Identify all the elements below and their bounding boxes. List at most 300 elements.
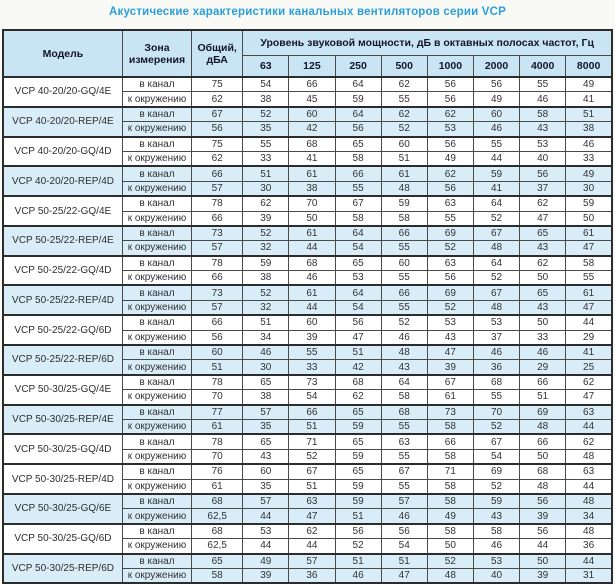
- sound-level-cell: 43: [381, 360, 427, 375]
- model-name-cell: VCP 50-25/22-REP/6D: [3, 345, 122, 375]
- sound-level-cell: 39: [289, 330, 335, 345]
- sound-level-cell: 65: [335, 256, 381, 271]
- column-header-freq-63: 63: [243, 55, 289, 77]
- sound-level-cell: 52: [289, 449, 335, 464]
- sound-level-cell: 54: [473, 449, 519, 464]
- sound-level-cell: 57: [381, 494, 427, 509]
- sound-level-cell: 51: [381, 554, 427, 569]
- sound-level-cell: 67: [381, 464, 427, 479]
- table-row: [3, 137, 612, 152]
- sound-level-cell: 54: [335, 300, 381, 315]
- total-dba-cell: 76: [192, 464, 243, 479]
- sound-level-cell: 60: [243, 464, 289, 479]
- total-dba-cell: 58: [192, 568, 243, 583]
- sound-level-cell: 50: [520, 315, 566, 330]
- sound-level-cell: 57: [243, 494, 289, 509]
- zone-cell: в канал: [122, 196, 191, 211]
- sound-level-cell: 44: [566, 315, 612, 330]
- sound-level-cell: 62: [520, 196, 566, 211]
- total-dba-cell: 75: [192, 77, 243, 92]
- total-dba-cell: 66: [192, 315, 243, 330]
- total-dba-cell: 61: [192, 479, 243, 494]
- model-name-cell: VCP 40-20/20-GQ/4E: [3, 77, 122, 107]
- sound-level-cell: 51: [381, 151, 427, 166]
- zone-cell: в канал: [122, 137, 191, 152]
- sound-level-cell: 43: [473, 509, 519, 524]
- sound-level-cell: 53: [520, 137, 566, 152]
- total-dba-cell: 78: [192, 375, 243, 390]
- total-dba-cell: 56: [192, 330, 243, 345]
- sound-level-cell: 41: [566, 92, 612, 107]
- zone-cell: к окружению: [122, 419, 191, 434]
- sound-level-cell: 34: [566, 509, 612, 524]
- total-dba-cell: 78: [192, 434, 243, 449]
- sound-level-cell: 51: [520, 390, 566, 405]
- model-name-cell: VCP 50-30/25-REP/4D: [3, 464, 122, 494]
- sound-level-cell: 52: [427, 554, 473, 569]
- sound-level-cell: 55: [381, 271, 427, 286]
- sound-level-cell: 43: [520, 122, 566, 137]
- table-row: [3, 285, 612, 300]
- sound-level-cell: 42: [289, 122, 335, 137]
- sound-level-cell: 43: [520, 300, 566, 315]
- sound-level-cell: 49: [566, 166, 612, 181]
- sound-level-cell: 63: [381, 434, 427, 449]
- sound-level-cell: 38: [566, 122, 612, 137]
- sound-level-cell: 56: [335, 524, 381, 539]
- sound-level-cell: 53: [243, 524, 289, 539]
- column-header-freq-500: 500: [381, 55, 427, 77]
- sound-level-cell: 53: [473, 554, 519, 569]
- sound-level-cell: 63: [566, 405, 612, 420]
- model-name-cell: VCP 50-25/22-REP/4D: [3, 285, 122, 315]
- sound-level-cell: 53: [473, 315, 519, 330]
- sound-level-cell: 57: [243, 405, 289, 420]
- sound-level-cell: 32: [243, 300, 289, 315]
- sound-level-cell: 70: [473, 405, 519, 420]
- sound-level-cell: 41: [473, 181, 519, 196]
- sound-level-cell: 58: [427, 419, 473, 434]
- sound-level-cell: 67: [289, 464, 335, 479]
- zone-cell: к окружению: [122, 122, 191, 137]
- sound-level-cell: 47: [335, 330, 381, 345]
- sound-level-cell: 66: [381, 285, 427, 300]
- total-dba-cell: 78: [192, 256, 243, 271]
- sound-level-cell: 54: [289, 390, 335, 405]
- table-row: [3, 554, 612, 569]
- sound-level-cell: 47: [427, 345, 473, 360]
- zone-header-line1: Зона: [144, 41, 170, 54]
- zone-cell: к окружению: [122, 539, 191, 554]
- model-name-cell: VCP 50-30/25-GQ/6E: [3, 494, 122, 524]
- sound-level-cell: 52: [427, 300, 473, 315]
- sound-level-cell: 62: [381, 77, 427, 92]
- total-dba-cell: 78: [192, 196, 243, 211]
- sound-level-cell: 64: [335, 285, 381, 300]
- sound-level-cell: 52: [243, 107, 289, 122]
- page-title: Акустические характеристики канальных вентиляторов серии VCP: [108, 6, 507, 18]
- total-dba-cell: 62,5: [192, 509, 243, 524]
- sound-level-cell: 51: [335, 345, 381, 360]
- zone-cell: к окружению: [122, 449, 191, 464]
- sound-level-cell: 56: [520, 494, 566, 509]
- sound-level-cell: 50: [289, 211, 335, 226]
- sound-level-cell: 59: [335, 449, 381, 464]
- total-dba-cell: 70: [192, 449, 243, 464]
- sound-level-cell: 44: [520, 539, 566, 554]
- sound-level-cell: 37: [520, 181, 566, 196]
- sound-level-cell: 30: [243, 360, 289, 375]
- zone-cell: в канал: [122, 375, 191, 390]
- sound-level-cell: 49: [473, 92, 519, 107]
- sound-level-cell: 50: [520, 271, 566, 286]
- sound-level-cell: 62: [381, 107, 427, 122]
- sound-level-cell: 61: [381, 166, 427, 181]
- sound-level-cell: 52: [473, 419, 519, 434]
- sound-level-cell: 48: [473, 241, 519, 256]
- zone-cell: в канал: [122, 464, 191, 479]
- sound-level-cell: 32: [243, 241, 289, 256]
- sound-level-cell: 33: [289, 360, 335, 375]
- sound-level-cell: 62: [566, 434, 612, 449]
- model-name-cell: VCP 50-30/25-GQ/4D: [3, 434, 122, 464]
- sound-level-cell: 48: [473, 300, 519, 315]
- sound-level-cell: 68: [520, 464, 566, 479]
- sound-level-cell: 63: [427, 256, 473, 271]
- sound-level-cell: 59: [335, 494, 381, 509]
- total-dba-cell: 66: [192, 166, 243, 181]
- sound-level-cell: 55: [520, 77, 566, 92]
- column-header-zone: [122, 30, 191, 77]
- sound-level-cell: 58: [427, 524, 473, 539]
- sound-level-cell: 46: [381, 330, 427, 345]
- table-row: [3, 464, 612, 479]
- sound-level-cell: 65: [335, 405, 381, 420]
- column-header-model: Модель: [3, 30, 122, 77]
- sound-level-cell: 44: [243, 539, 289, 554]
- sound-level-cell: 37: [473, 330, 519, 345]
- sound-level-cell: 49: [427, 151, 473, 166]
- sound-level-cell: 48: [566, 524, 612, 539]
- sound-level-cell: 55: [381, 479, 427, 494]
- sound-level-cell: 68: [381, 405, 427, 420]
- table-row: [3, 494, 612, 509]
- acoustic-characteristics-table: [2, 29, 613, 584]
- sound-level-cell: 46: [473, 345, 519, 360]
- sound-level-cell: 60: [381, 137, 427, 152]
- sound-level-cell: 62: [427, 107, 473, 122]
- zone-cell: к окружению: [122, 360, 191, 375]
- sound-level-cell: 52: [473, 211, 519, 226]
- sound-level-cell: 59: [381, 196, 427, 211]
- sound-level-cell: 51: [243, 166, 289, 181]
- sound-level-cell: 59: [243, 256, 289, 271]
- total-header-line1: Общий,: [197, 41, 237, 54]
- total-dba-cell: 57: [192, 181, 243, 196]
- sound-level-cell: 54: [335, 241, 381, 256]
- zone-cell: к окружению: [122, 330, 191, 345]
- sound-level-cell: 55: [289, 345, 335, 360]
- sound-level-cell: 46: [243, 345, 289, 360]
- sound-level-cell: 59: [335, 419, 381, 434]
- model-name-cell: VCP 50-30/25-REP/4E: [3, 405, 122, 435]
- sound-level-cell: 68: [335, 375, 381, 390]
- sound-level-cell: 46: [520, 92, 566, 107]
- zone-cell: к окружению: [122, 181, 191, 196]
- sound-level-cell: 47: [381, 568, 427, 583]
- zone-cell: в канал: [122, 226, 191, 241]
- sound-level-cell: 58: [381, 211, 427, 226]
- sound-level-cell: 68: [289, 137, 335, 152]
- sound-level-cell: 56: [427, 92, 473, 107]
- table-row: [3, 345, 612, 360]
- sound-level-cell: 50: [520, 554, 566, 569]
- sound-level-cell: 60: [381, 256, 427, 271]
- sound-level-cell: 38: [289, 181, 335, 196]
- sound-level-cell: 50: [566, 211, 612, 226]
- sound-level-cell: 63: [566, 464, 612, 479]
- sound-level-cell: 33: [243, 151, 289, 166]
- sound-level-cell: 40: [473, 568, 519, 583]
- zone-cell: в канал: [122, 107, 191, 122]
- sound-level-cell: 43: [243, 449, 289, 464]
- model-name-cell: VCP 50-30/25-REP/6D: [3, 554, 122, 584]
- sound-level-cell: 59: [473, 494, 519, 509]
- sound-level-cell: 64: [335, 226, 381, 241]
- total-dba-cell: 62,5: [192, 539, 243, 554]
- sound-level-cell: 56: [427, 181, 473, 196]
- zone-cell: в канал: [122, 434, 191, 449]
- sound-level-cell: 65: [243, 375, 289, 390]
- sound-level-cell: 55: [473, 137, 519, 152]
- sound-level-cell: 65: [520, 226, 566, 241]
- sound-level-cell: 38: [243, 271, 289, 286]
- table-row: [3, 166, 612, 181]
- zone-cell: к окружению: [122, 241, 191, 256]
- sound-level-cell: 43: [427, 330, 473, 345]
- sound-level-cell: 44: [566, 419, 612, 434]
- sound-level-cell: 36: [473, 360, 519, 375]
- sound-level-cell: 69: [473, 464, 519, 479]
- total-dba-cell: 75: [192, 137, 243, 152]
- sound-level-cell: 67: [473, 285, 519, 300]
- sound-level-cell: 45: [289, 92, 335, 107]
- sound-level-cell: 55: [381, 449, 427, 464]
- total-dba-cell: 62: [192, 151, 243, 166]
- sound-level-cell: 48: [520, 479, 566, 494]
- sound-level-cell: 44: [289, 539, 335, 554]
- column-header-total-dba: [192, 30, 243, 77]
- sound-level-cell: 66: [427, 434, 473, 449]
- sound-level-cell: 62: [520, 256, 566, 271]
- sound-level-cell: 46: [289, 271, 335, 286]
- sound-level-cell: 47: [289, 509, 335, 524]
- sound-level-cell: 39: [243, 211, 289, 226]
- model-name-cell: VCP 50-25/22-REP/4E: [3, 226, 122, 256]
- zone-header-line2: измерения: [128, 53, 186, 66]
- sound-level-cell: 61: [289, 166, 335, 181]
- zone-cell: в канал: [122, 494, 191, 509]
- total-dba-cell: 66: [192, 211, 243, 226]
- sound-level-cell: 49: [243, 554, 289, 569]
- sound-level-cell: 44: [289, 300, 335, 315]
- sound-level-cell: 63: [427, 196, 473, 211]
- sound-level-cell: 61: [289, 226, 335, 241]
- sound-level-cell: 46: [381, 509, 427, 524]
- column-header-freq-4000: 4000: [520, 55, 566, 77]
- sound-level-cell: 46: [566, 137, 612, 152]
- sound-level-cell: 55: [473, 390, 519, 405]
- sound-level-cell: 65: [335, 434, 381, 449]
- total-dba-cell: 66: [192, 271, 243, 286]
- sound-level-cell: 51: [243, 315, 289, 330]
- sound-level-cell: 35: [243, 122, 289, 137]
- table-row: [3, 405, 612, 420]
- sound-level-cell: 52: [381, 315, 427, 330]
- sound-level-cell: 62: [243, 196, 289, 211]
- sound-level-cell: 66: [520, 375, 566, 390]
- sound-level-cell: 46: [520, 345, 566, 360]
- sound-level-cell: 70: [289, 196, 335, 211]
- sound-level-cell: 62: [289, 524, 335, 539]
- sound-level-cell: 64: [381, 375, 427, 390]
- column-header-freq-1000: 1000: [427, 55, 473, 77]
- sound-level-cell: 41: [289, 151, 335, 166]
- sound-level-cell: 52: [473, 271, 519, 286]
- sound-level-cell: 53: [335, 271, 381, 286]
- model-name-cell: VCP 50-25/22-GQ/4D: [3, 256, 122, 286]
- sound-level-cell: 51: [335, 554, 381, 569]
- sound-level-cell: 47: [566, 390, 612, 405]
- sound-level-cell: 52: [243, 226, 289, 241]
- total-dba-cell: 67: [192, 107, 243, 122]
- total-dba-cell: 68: [192, 494, 243, 509]
- sound-level-cell: 65: [520, 285, 566, 300]
- sound-level-cell: 52: [381, 122, 427, 137]
- sound-level-cell: 47: [520, 211, 566, 226]
- sound-level-cell: 44: [566, 479, 612, 494]
- sound-level-cell: 41: [566, 345, 612, 360]
- sound-level-cell: 44: [473, 151, 519, 166]
- total-dba-cell: 57: [192, 241, 243, 256]
- sound-level-cell: 47: [566, 300, 612, 315]
- sound-level-cell: 62: [566, 375, 612, 390]
- sound-level-cell: 34: [243, 330, 289, 345]
- sound-level-cell: 58: [427, 494, 473, 509]
- sound-level-cell: 66: [381, 226, 427, 241]
- sound-level-cell: 39: [520, 509, 566, 524]
- zone-cell: в канал: [122, 315, 191, 330]
- sound-level-cell: 49: [566, 77, 612, 92]
- sound-level-cell: 48: [381, 181, 427, 196]
- sound-level-cell: 62: [335, 390, 381, 405]
- sound-level-cell: 61: [566, 285, 612, 300]
- table-row: [3, 226, 612, 241]
- sound-level-cell: 35: [243, 479, 289, 494]
- sound-level-cell: 56: [427, 271, 473, 286]
- sound-level-cell: 38: [243, 390, 289, 405]
- model-name-cell: VCP 50-25/22-GQ/4E: [3, 196, 122, 226]
- total-dba-cell: 77: [192, 405, 243, 420]
- sound-level-cell: 58: [520, 107, 566, 122]
- total-dba-cell: 61: [192, 419, 243, 434]
- sound-level-cell: 66: [289, 77, 335, 92]
- zone-cell: в канал: [122, 166, 191, 181]
- table-row: [3, 524, 612, 539]
- table-row: [3, 107, 612, 122]
- column-header-freq-125: 125: [289, 55, 335, 77]
- sound-level-cell: 53: [427, 315, 473, 330]
- sound-level-cell: 56: [520, 166, 566, 181]
- zone-cell: в канал: [122, 405, 191, 420]
- model-name-cell: VCP 40-20/20-GQ/4D: [3, 137, 122, 167]
- zone-cell: в канал: [122, 554, 191, 569]
- total-dba-cell: 62: [192, 92, 243, 107]
- sound-level-cell: 64: [473, 196, 519, 211]
- column-header-freq-8000: 8000: [566, 55, 612, 77]
- sound-level-cell: 56: [335, 315, 381, 330]
- total-header-line2: дБА: [206, 53, 228, 66]
- zone-cell: к окружению: [122, 568, 191, 583]
- sound-level-cell: 61: [289, 285, 335, 300]
- table-row: [3, 256, 612, 271]
- sound-level-cell: 33: [566, 151, 612, 166]
- sound-level-cell: 44: [566, 554, 612, 569]
- total-dba-cell: 68: [192, 524, 243, 539]
- sound-level-cell: 68: [473, 375, 519, 390]
- sound-level-cell: 73: [289, 375, 335, 390]
- sound-level-cell: 48: [520, 419, 566, 434]
- model-name-cell: VCP 50-30/25-GQ/6D: [3, 524, 122, 554]
- sound-level-cell: 38: [243, 92, 289, 107]
- sound-level-cell: 73: [427, 405, 473, 420]
- zone-cell: в канал: [122, 285, 191, 300]
- column-header-sound-power-group: Уровень звуковой мощности, дБ в октавных полосах частот, Гц: [243, 30, 612, 55]
- sound-level-cell: 48: [566, 449, 612, 464]
- sound-level-cell: 56: [473, 77, 519, 92]
- sound-level-cell: 55: [381, 300, 427, 315]
- total-dba-cell: 56: [192, 122, 243, 137]
- sound-level-cell: 64: [473, 256, 519, 271]
- sound-level-cell: 36: [566, 539, 612, 554]
- sound-level-cell: 59: [473, 166, 519, 181]
- total-dba-cell: 51: [192, 360, 243, 375]
- sound-level-cell: 51: [289, 419, 335, 434]
- sound-level-cell: 52: [427, 241, 473, 256]
- sound-level-cell: 35: [243, 419, 289, 434]
- sound-level-cell: 51: [289, 479, 335, 494]
- sound-level-cell: 30: [566, 181, 612, 196]
- sound-level-cell: 64: [335, 77, 381, 92]
- sound-level-cell: 66: [520, 434, 566, 449]
- sound-level-cell: 69: [427, 285, 473, 300]
- zone-cell: в канал: [122, 77, 191, 92]
- sound-level-cell: 52: [335, 539, 381, 554]
- sound-level-cell: 60: [473, 107, 519, 122]
- zone-cell: к окружению: [122, 92, 191, 107]
- sound-level-cell: 65: [335, 464, 381, 479]
- total-dba-cell: 70: [192, 390, 243, 405]
- column-header-freq-250: 250: [335, 55, 381, 77]
- zone-cell: к окружению: [122, 271, 191, 286]
- sound-level-cell: 46: [335, 568, 381, 583]
- sound-level-cell: 56: [335, 122, 381, 137]
- sound-level-cell: 51: [335, 509, 381, 524]
- sound-level-cell: 67: [473, 226, 519, 241]
- sound-level-cell: 52: [473, 479, 519, 494]
- sound-level-cell: 39: [520, 568, 566, 583]
- table-body: [3, 77, 612, 583]
